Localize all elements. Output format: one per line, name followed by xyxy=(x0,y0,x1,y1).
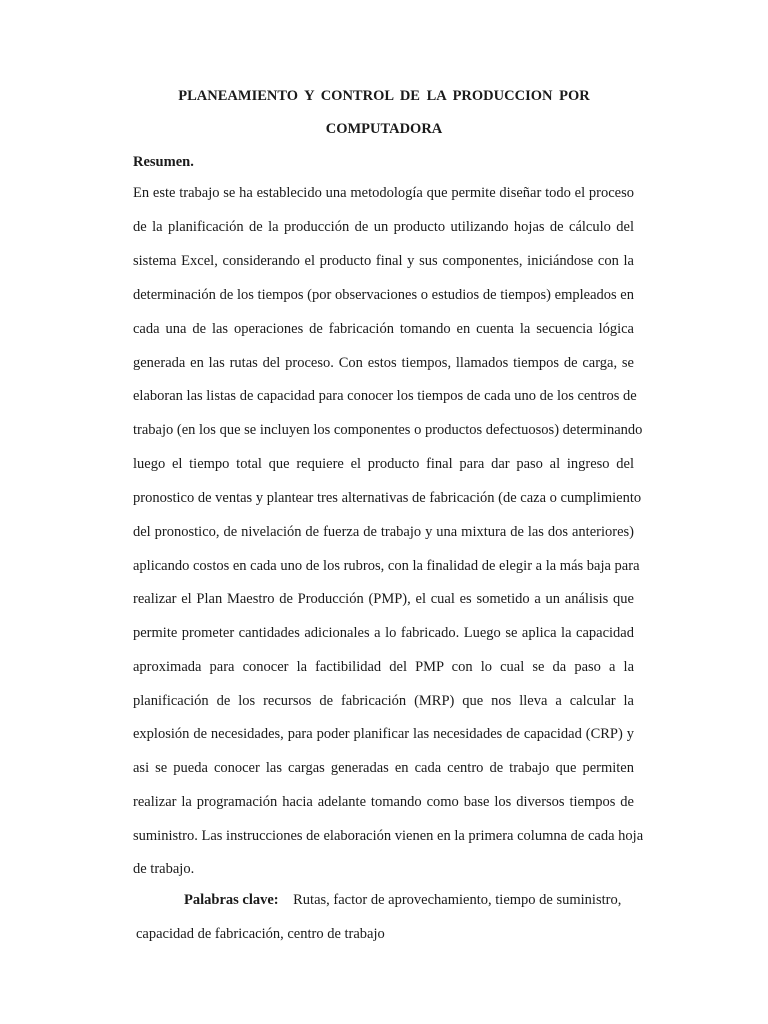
abstract-line: asi se pueda conocer las cargas generadas en cada centro de trabajo que permiten xyxy=(133,760,634,776)
section-heading: Resumen. xyxy=(133,154,194,170)
abstract-line: realizar la programación hacia adelante tomando como base los diversos tiempos de xyxy=(133,794,634,810)
title-line-1: PLANEAMIENTO Y CONTROL DE LA PRODUCCION POR xyxy=(178,88,590,104)
abstract-line: suministro. Las instrucciones de elaboración vienen en la primera columna de cada hoja xyxy=(133,828,644,844)
abstract-line: determinación de los tiempos (por observaciones o estudios de tiempos) empleados en xyxy=(133,287,634,303)
abstract-line: elaboran las listas de capacidad para conocer los tiempos de cada uno de los centros de xyxy=(133,388,637,404)
keywords-line-2: capacidad de fabricación, centro de trabajo xyxy=(136,926,385,942)
abstract-line: En este trabajo se ha establecido una metodología que permite diseñar todo el proceso xyxy=(133,185,634,201)
keywords-label: Palabras clave: xyxy=(184,892,279,908)
abstract-line: aproximada para conocer la factibilidad del PMP con lo cual se da paso a la xyxy=(133,659,634,675)
abstract-line: del pronostico, de nivelación de fuerza de trabajo y una mixtura de las dos anteriores) xyxy=(133,524,634,540)
abstract-line: de la planificación de la producción de un producto utilizando hojas de cálculo del xyxy=(133,219,634,235)
abstract-line: realizar el Plan Maestro de Producción (PMP), el cual es sometido a un análisis que xyxy=(133,591,634,607)
abstract-line: permite prometer cantidades adicionales a lo fabricado. Luego se aplica la capacidad xyxy=(133,625,634,641)
abstract-line: luego el tiempo total que requiere el producto final para dar paso al ingreso del xyxy=(133,456,634,472)
abstract-line: aplicando costos en cada uno de los rubros, con la finalidad de elegir a la más baja para xyxy=(133,558,640,574)
title-line-2: COMPUTADORA xyxy=(325,121,443,137)
abstract-line: planificación de los recursos de fabricación (MRP) que nos lleva a calcular la xyxy=(133,693,634,709)
abstract-line: cada una de las operaciones de fabricación tomando en cuenta la secuencia lógica xyxy=(133,321,634,337)
keywords-line-1 xyxy=(184,892,621,909)
keywords-text-1: Rutas, factor de aprovechamiento, tiempo de suministro, xyxy=(293,892,622,908)
abstract-line: pronostico de ventas y plantear tres alternativas de fabricación (de caza o cumplimiento xyxy=(133,490,642,506)
abstract-line: generada en las rutas del proceso. Con estos tiempos, llamados tiempos de carga, se xyxy=(133,355,634,371)
abstract-line: trabajo (en los que se incluyen los componentes o productos defectuosos) determinando xyxy=(133,422,643,438)
abstract-line: de trabajo. xyxy=(133,861,195,877)
abstract-line: explosión de necesidades, para poder planificar las necesidades de capacidad (CRP) y xyxy=(133,726,634,742)
abstract-line: sistema Excel, considerando el producto final y sus componentes, iniciándose con la xyxy=(133,253,634,269)
